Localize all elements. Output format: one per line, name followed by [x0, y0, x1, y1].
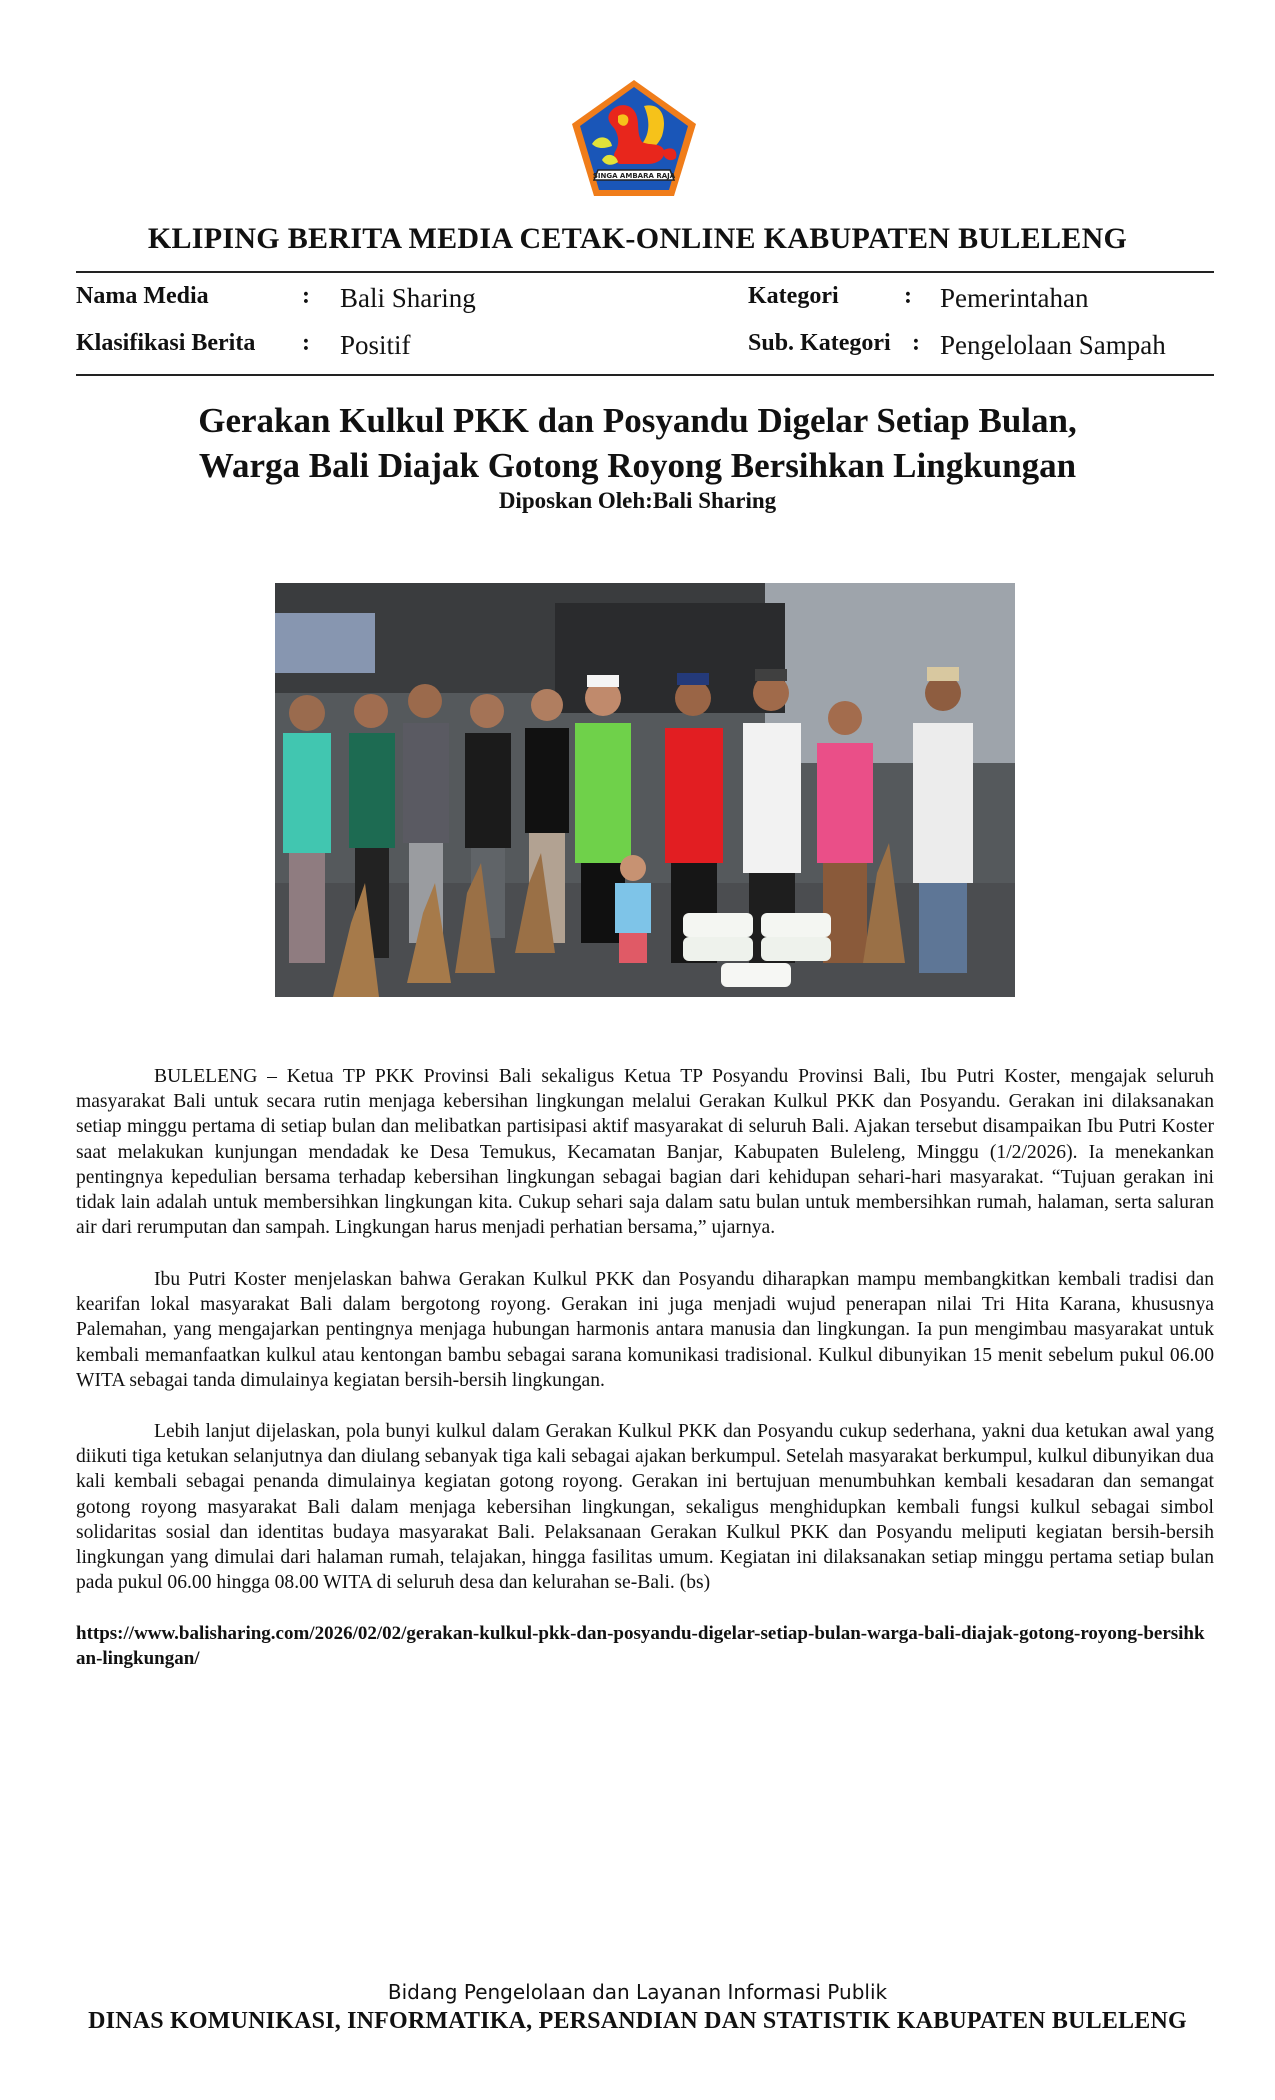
source-url-link[interactable]: https://www.balisharing.com/2026/02/02/gerakan-kulkul-pkk-dan-posyandu-digelar-setiap-bulan-warga-bali-diajak-gotong-royong-bersihkan-lingkungan/ [76, 1623, 1205, 1669]
logo-motto: SINGA AMBARA RAJA [592, 172, 676, 180]
article-paragraph [76, 1064, 1214, 1240]
meta-colon: : [912, 330, 920, 356]
meta-colon: : [904, 283, 912, 309]
paragraph-2: Ibu Putri Koster menjelaskan bahwa Gerakan Kulkul PKK dan Posyandu diharapkan mampu membangkitkan kembali tradisi dan kearifan lokal masyarakat Bali dalam bergotong royong. Gerakan ini juga menjadi wujud penerapan nilai Tri Hita Karana, khususnya Palemahan, yang mengajarkan pentingnya menjaga hubungan harmonis antara manusia dan lingkungan. Ia pun mengimbau masyarakat untuk kembali memanfaatkan kulkul atau kentongan bambu sebagai sarana komunikasi tradisional. Kulkul dibunyikan 15 menit sebelum pukul 06.00 WITA sebagai tanda dimulainya kegiatan bersih-bersih lingkungan. [76, 1269, 1214, 1391]
meta-value-nama-media: Bali Sharing [340, 283, 476, 313]
headline-line-2: Warga Bali Diajak Gotong Royong Bersihkan Lingkungan [198, 446, 1077, 485]
paragraph-1: BULELENG – Ketua TP PKK Provinsi Bali sekaligus Ketua TP Posyandu Provinsi Bali, Ibu Putri Koster, mengajak seluruh masyarakat Bali untuk secara rutin menjaga kebersihan lingkungan melalui Gerakan Kulkul PKK dan Posyandu. Gerakan ini dilaksanakan setiap minggu pertama di setiap bulan dan melibatkan partisipasi aktif masyarakat di seluruh Bali. Ajakan tersebut disampaikan Ibu Putri Koster saat melakukan kunjungan mendadak ke Desa Temukus, Kecamatan Banjar, Kabupaten Buleleng, Minggu (1/2/2026). Ia menekankan pentingnya kepedulian bersama terhadap kebersihan lingkungan sebagai bagian dari kehidupan sehari-hari masyarakat. “Tujuan gerakan ini tidak lain adalah untuk membersihkan lingkungan kita. Cukup sehari saja dalam satu bulan untuk membersihkan rumah, halaman, serta saluran air dari rerumputan dan sampah. Lingkungan harus menjadi perhatian bersama,” ujarnya. [76, 1066, 1214, 1239]
buleleng-regency-emblem-icon [568, 76, 700, 200]
footer-agency: DINAS KOMUNIKASI, INFORMATIKA, PERSANDIAN DAN STATISTIK KABUPATEN BULELENG [88, 2008, 1187, 2034]
paragraph-3: Lebih lanjut dijelaskan, pola bunyi kulkul dalam Gerakan Kulkul PKK dan Posyandu cukup sederhana, yakni dua ketukan awal yang diikuti tiga ketukan selanjutnya dan diulang sebanyak tiga kali sebagai ajakan berkumpul. Setelah masyarakat berkumpul, kulkul dibunyikan dua kali kembali sebagai penanda dimulainya kegiatan gotong royong. Gerakan ini bertujuan menumbuhkan kembali kesadaran dan semangat gotong royong masyarakat Bali dalam menjaga kebersihan lingkungan, sekaligus menghidupkan kembali fungsi kulkul sebagai simbol solidaritas sosial dan identitas budaya masyarakat Bali. Pelaksanaan Gerakan Kulkul PKK dan Posyandu meliputi kegiatan bersih-bersih lingkungan yang dimulai dari halaman rumah, telajakan, hingga fasilitas umum. Kegiatan ini dilaksanakan setiap minggu pertama setiap bulan pada pukul 06.00 hingga 08.00 WITA di seluruh desa dan kelurahan se-Bali. (bs) [76, 1421, 1214, 1594]
footer-unit: Bidang Pengelolaan dan Layanan Informasi Publik [387, 1980, 888, 2004]
meta-label-nama-media: Nama Media [76, 283, 209, 309]
meta-value-sub-kategori: Pengelolaan Sampah [940, 330, 1166, 360]
meta-colon: : [302, 330, 310, 356]
document-title: KLIPING BERITA MEDIA CETAK-ONLINE KABUPATEN BULELENG [147, 222, 1128, 255]
headline-line-1: Gerakan Kulkul PKK dan Posyandu Digelar Setiap Bulan, [198, 401, 1077, 440]
meta-colon: : [302, 283, 310, 309]
meta-label-sub-kategori: Sub. Kategori [748, 330, 891, 356]
article-paragraph [76, 1419, 1214, 1595]
article-byline: Diposkan Oleh:Bali Sharing [498, 488, 777, 513]
meta-value-kategori: Pemerintahan [940, 283, 1089, 313]
header-divider-top [76, 271, 1214, 273]
article-headline [0, 398, 1275, 488]
header-divider-bottom [76, 374, 1214, 376]
article-photo [275, 583, 1015, 997]
article-paragraph [76, 1267, 1214, 1393]
meta-label-klasifikasi-berita: Klasifikasi Berita [76, 330, 256, 356]
meta-label-kategori: Kategori [748, 283, 839, 309]
meta-value-klasifikasi-berita: Positif [340, 330, 411, 360]
